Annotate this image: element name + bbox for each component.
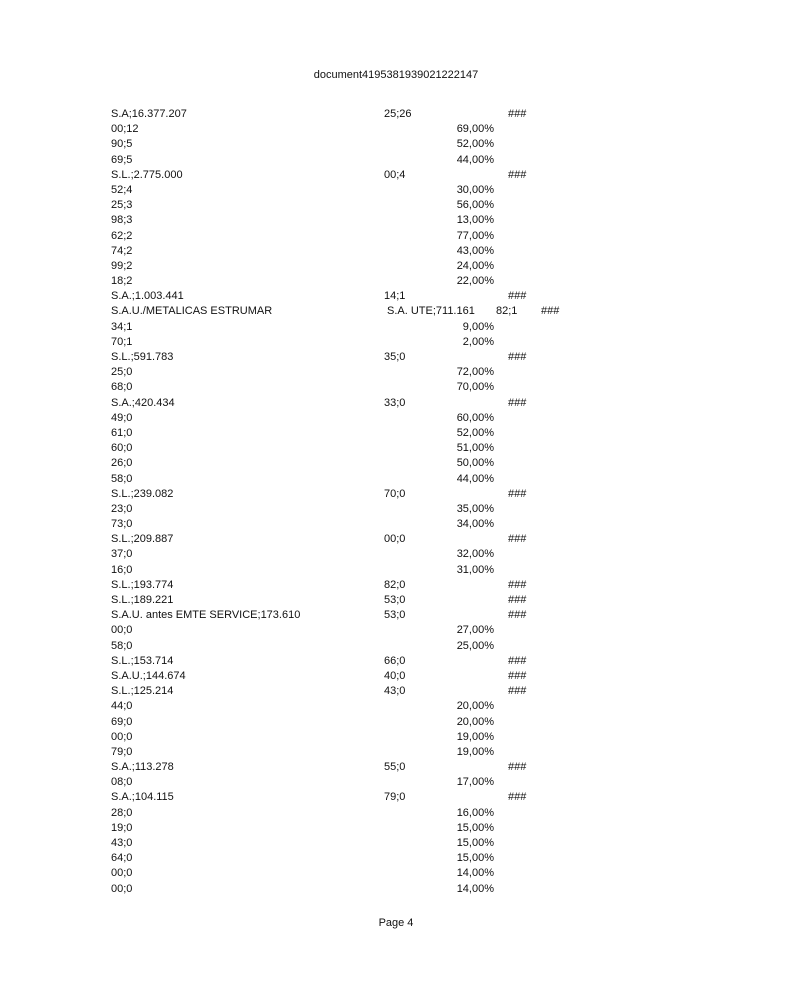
data-row (0, 168, 792, 183)
row-label-cell: S.L.;193.774 (111, 578, 174, 591)
row-overflow-cell: ### (508, 351, 527, 363)
row-percent-cell: 24,00% (456, 259, 494, 272)
data-row (0, 396, 792, 411)
row-percent-cell: 44,00% (456, 472, 494, 485)
row-label-cell: 52;4 (111, 183, 133, 196)
row-label-cell: 25;0 (111, 366, 133, 379)
data-row (0, 730, 792, 745)
row-percent-cell: 20,00% (456, 715, 494, 728)
row-percent-cell: 2,00% (462, 335, 494, 348)
row-percent-cell: 34,00% (456, 518, 494, 531)
data-row (0, 608, 792, 623)
row-label-cell: 90;5 (111, 138, 133, 151)
row-label-cell: 23;0 (111, 502, 133, 515)
row-label-cell: 26;0 (111, 457, 133, 470)
data-row (0, 350, 792, 365)
row-value-cell: 53;0 (384, 609, 406, 622)
row-value-cell: 82;0 (384, 578, 406, 591)
data-row (0, 684, 792, 699)
row-label-cell: 18;2 (111, 275, 133, 288)
row-value-cell: 66;0 (384, 654, 406, 667)
row-label-cell: 19;0 (111, 821, 133, 834)
data-row (0, 335, 792, 350)
data-row (0, 289, 792, 304)
row-value-cell: 25;26 (384, 108, 412, 120)
row-percent-cell: 16,00% (456, 806, 494, 819)
data-row (0, 790, 792, 805)
data-row (0, 304, 792, 319)
data-row (0, 229, 792, 244)
data-row (0, 639, 792, 654)
data-row (0, 593, 792, 608)
row-label-cell: 00;0 (111, 867, 133, 880)
row-value-cell: 33;0 (384, 396, 406, 409)
row-label-cell: 69;0 (111, 715, 133, 728)
row-label-cell: 28;0 (111, 806, 133, 819)
row-percent-cell: 14,00% (456, 867, 494, 880)
data-row (0, 137, 792, 152)
row-overflow-cell: ### (508, 396, 527, 409)
row-text-cell: S.A. UTE;711.161 (387, 305, 475, 318)
row-percent-cell: 77,00% (456, 229, 494, 242)
row-overflow-cell: ### (508, 290, 527, 303)
data-row (0, 365, 792, 380)
page-number: Page 4 (378, 917, 414, 929)
row-label-cell: 58;0 (111, 472, 133, 485)
row-percent-cell: 27,00% (456, 624, 494, 637)
data-row (0, 456, 792, 471)
data-row (0, 623, 792, 638)
data-row (0, 532, 792, 547)
row-label-cell: 68;0 (111, 381, 133, 394)
data-row (0, 472, 792, 487)
data-row (0, 669, 792, 684)
data-row (0, 502, 792, 517)
data-row (0, 851, 792, 866)
data-row (0, 517, 792, 532)
row-label-cell: S.A.;104.115 (111, 791, 174, 804)
row-label-cell: S.A.;113.278 (111, 761, 174, 774)
row-label-cell: 37;0 (111, 548, 133, 561)
row-text-cell: S.A.U./METALICAS ESTRUMAR (111, 305, 273, 318)
data-row (0, 882, 792, 897)
row-percent-cell: 52,00% (456, 138, 494, 151)
data-row (0, 320, 792, 335)
row-overflow-cell: ### (541, 305, 560, 318)
row-label-cell: S.L.;591.783 (111, 351, 174, 363)
row-label-cell: 64;0 (111, 852, 133, 865)
row-percent-cell: 43,00% (456, 244, 494, 257)
row-percent-cell: 72,00% (456, 366, 494, 379)
row-overflow-cell: ### (508, 791, 527, 804)
row-percent-cell: 69,00% (456, 123, 494, 136)
data-row (0, 547, 792, 562)
data-row (0, 563, 792, 578)
row-label-cell: 43;0 (111, 837, 133, 849)
data-row (0, 760, 792, 775)
row-overflow-cell: ### (508, 533, 527, 546)
row-label-cell: 73;0 (111, 518, 133, 531)
row-overflow-cell: ### (508, 685, 527, 698)
row-label-cell: 44;0 (111, 700, 133, 713)
data-row (0, 107, 792, 122)
data-row (0, 441, 792, 456)
row-label-cell: S.L.;2.775.000 (111, 168, 183, 181)
data-row (0, 183, 792, 198)
data-row (0, 578, 792, 593)
row-overflow-cell: ### (508, 578, 527, 591)
data-row (0, 198, 792, 213)
row-label-cell: S.A.;1.003.441 (111, 290, 184, 303)
row-overflow-cell: ### (508, 108, 527, 120)
data-row (0, 487, 792, 502)
row-percent-cell: 35,00% (456, 502, 494, 515)
data-row (0, 775, 792, 790)
row-value-cell: 00;0 (384, 533, 406, 546)
row-label-cell: 34;1 (111, 320, 133, 333)
data-row (0, 699, 792, 714)
row-overflow-cell: ### (508, 487, 527, 500)
row-label-cell: 62;2 (111, 229, 133, 242)
row-label-cell: 61;0 (111, 426, 133, 439)
data-row (0, 426, 792, 441)
data-row (0, 244, 792, 259)
row-label-cell: 00;12 (111, 123, 139, 136)
row-percent-cell: 15,00% (456, 821, 494, 834)
row-label-cell: S.L.;209.887 (111, 533, 174, 546)
row-label-cell: S.L.;125.214 (111, 685, 174, 698)
row-percent-cell: 70,00% (456, 381, 494, 394)
data-row (0, 745, 792, 760)
row-overflow-cell: ### (508, 609, 527, 622)
row-label-cell: 00;0 (111, 882, 133, 895)
row-label-cell: 16;0 (111, 563, 133, 576)
row-percent-cell: 25,00% (456, 639, 494, 652)
data-row (0, 836, 792, 851)
row-percent-cell: 19,00% (456, 745, 494, 758)
row-label-cell: 58;0 (111, 639, 133, 652)
row-percent-cell: 32,00% (456, 548, 494, 561)
row-value-cell: 40;0 (384, 669, 406, 682)
row-percent-cell: 14,00% (456, 882, 494, 895)
row-percent-cell: 56,00% (456, 199, 494, 212)
row-value-cell: 35;0 (384, 351, 406, 363)
row-percent-cell: 15,00% (456, 852, 494, 865)
data-row (0, 806, 792, 821)
row-overflow-cell: ### (508, 669, 527, 682)
row-label-cell: 08;0 (111, 776, 133, 789)
row-value-cell: 53;0 (384, 594, 406, 606)
row-overflow-cell: ### (508, 761, 527, 774)
row-value-cell: 79;0 (384, 791, 406, 804)
row-percent-cell: 9,00% (462, 320, 494, 333)
data-row (0, 715, 792, 730)
row-label-cell: S.A.U. antes EMTE SERVICE;173.610 (111, 609, 301, 622)
row-label-cell: 00;0 (111, 624, 133, 637)
row-label-cell: S.L.;239.082 (111, 487, 174, 500)
row-percent-cell: 50,00% (456, 457, 494, 470)
row-percent-cell: 22,00% (456, 275, 494, 288)
row-label-cell: 99;2 (111, 259, 133, 272)
data-row (0, 213, 792, 228)
page-title: document4195381939021222147 (313, 69, 479, 81)
row-value-cell: 00;4 (384, 168, 406, 181)
row-label-cell: 00;0 (111, 730, 133, 743)
row-label-cell: 69;5 (111, 153, 133, 166)
data-row (0, 274, 792, 289)
data-row (0, 122, 792, 137)
row-label-cell: S.A.;420.434 (111, 396, 175, 409)
row-percent-cell: 30,00% (456, 183, 494, 196)
row-label-cell: 98;3 (111, 214, 133, 227)
row-percent-cell: 13,00% (456, 214, 494, 227)
row-percent-cell: 51,00% (456, 442, 494, 455)
data-rows (0, 107, 792, 897)
data-row (0, 411, 792, 426)
row-overflow-cell: ### (508, 654, 527, 667)
row-percent-cell: 44,00% (456, 153, 494, 166)
data-row (0, 821, 792, 836)
row-overflow-cell: ### (508, 168, 527, 181)
row-percent-cell: 20,00% (456, 700, 494, 713)
row-label-cell: 70;1 (111, 335, 133, 348)
row-percent-cell: 60,00% (456, 411, 494, 424)
row-label-cell: 79;0 (111, 745, 133, 758)
data-row (0, 380, 792, 395)
row-value-cell: 14;1 (384, 290, 406, 303)
row-percent-cell: 19,00% (456, 730, 494, 743)
row-label-cell: S.L.;189.221 (111, 594, 174, 606)
data-row (0, 866, 792, 881)
row-value-cell: 70;0 (384, 487, 406, 500)
row-label-cell: 60;0 (111, 442, 133, 455)
row-percent-cell: 17,00% (456, 776, 494, 789)
row-value-cell: 55;0 (384, 761, 406, 774)
row-value-cell: 43;0 (384, 685, 406, 698)
row-overflow-cell: ### (508, 594, 527, 606)
data-row (0, 259, 792, 274)
data-row (0, 153, 792, 168)
row-label-cell: 74;2 (111, 244, 133, 257)
row-label-cell: S.A.U.;144.674 (111, 669, 186, 682)
row-label-cell: S.A;16.377.207 (111, 108, 187, 120)
data-row (0, 654, 792, 669)
row-percent-cell: 52,00% (456, 426, 494, 439)
row-percent-cell: 15,00% (456, 837, 494, 849)
row-label-cell: 49;0 (111, 411, 133, 424)
row-value-cell: 82;1 (496, 305, 518, 318)
row-label-cell: S.L.;153.714 (111, 654, 174, 667)
row-percent-cell: 31,00% (456, 563, 494, 576)
row-label-cell: 25;3 (111, 199, 133, 212)
